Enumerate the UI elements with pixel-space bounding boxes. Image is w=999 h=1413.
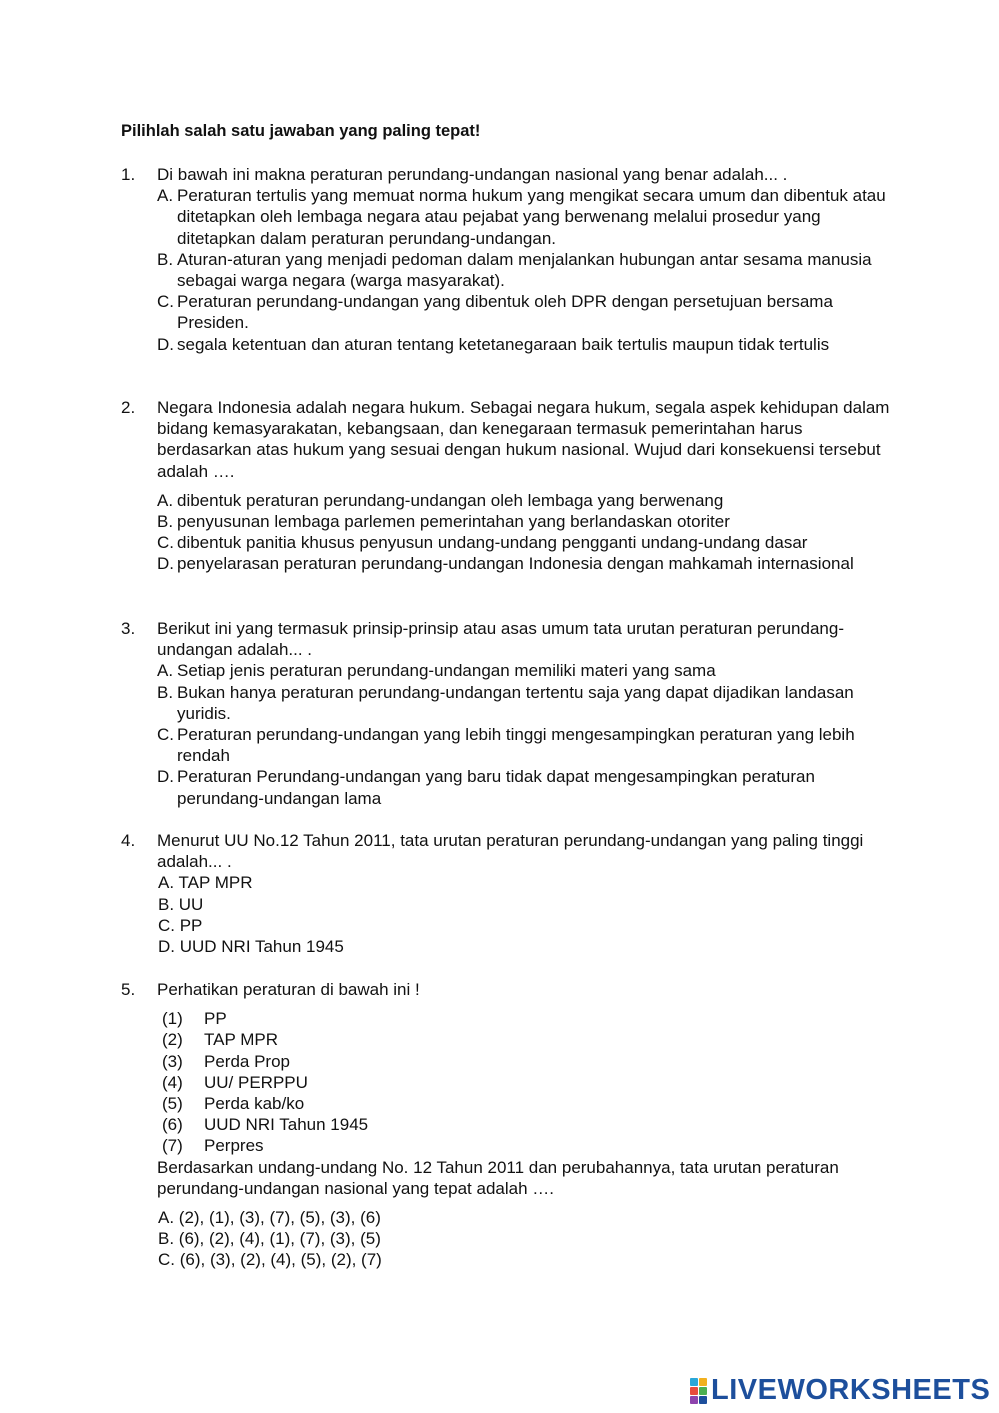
option-letter: D. — [157, 554, 174, 574]
option-text: Bukan hanya peraturan perundang-undangan tertentu saja yang dapat dijadikan landasan yuridis. — [177, 682, 854, 723]
option-d[interactable] — [121, 766, 891, 808]
option-d[interactable]: D. UUD NRI Tahun 1945 — [158, 937, 344, 957]
option-d[interactable] — [121, 553, 891, 574]
question-text: Berikut ini yang termasuk prinsip-prinsip atau asas umum tata urutan peraturan perundang-undangan adalah... . — [157, 619, 844, 660]
instruction-heading: Pilihlah salah satu jawaban yang paling tepat! — [121, 122, 481, 140]
list-item — [121, 1072, 891, 1093]
list-item-text: PP — [204, 1009, 227, 1029]
list-item-number: (5) — [162, 1094, 183, 1114]
option-text: Peraturan perundang-undangan yang dibentuk oleh DPR dengan persetujuan bersama Presiden. — [177, 292, 833, 333]
list-item-number: (3) — [162, 1051, 183, 1071]
option-letter: B. — [157, 249, 174, 269]
list-item-text: Perda kab/ko — [204, 1094, 305, 1114]
question-number: 3. — [121, 619, 136, 638]
question-1 — [121, 164, 891, 355]
list-item-number: (2) — [162, 1030, 183, 1050]
question-number: 4. — [121, 831, 136, 850]
option-letter: B. — [157, 682, 174, 702]
option-text: Setiap jenis peraturan perundang-undangan memiliki materi yang sama — [177, 661, 716, 681]
option-text: segala ketentuan dan aturan tentang ketetanegaraan baik tertulis maupun tidak tertulis — [177, 334, 830, 354]
option-letter: C. — [157, 533, 174, 553]
option-d[interactable] — [121, 334, 891, 355]
question-number: 1. — [121, 165, 136, 184]
option-b[interactable] — [121, 249, 891, 291]
option-letter: D. — [157, 334, 174, 354]
option-c[interactable]: C. (6), (3), (2), (4), (5), (2), (7) — [158, 1250, 382, 1270]
option-letter: A. — [157, 186, 174, 206]
list-item — [121, 1008, 891, 1029]
regulation-list — [121, 1008, 891, 1156]
question-5 — [121, 979, 891, 1271]
option-b[interactable]: B. UU — [158, 894, 204, 914]
option-a[interactable] — [121, 490, 891, 511]
list-item — [121, 1135, 891, 1156]
question-number: 2. — [121, 398, 136, 417]
option-letter: A. — [157, 661, 174, 681]
option-text: Aturan-aturan yang menjadi pedoman dalam menjalankan hubungan antar sesama manusia sebagai warga negara (warga masyarakat). — [177, 249, 872, 291]
option-a[interactable] — [121, 185, 891, 249]
option-letter: A. — [157, 490, 174, 510]
list-item-text: Perda Prop — [204, 1051, 290, 1071]
option-letter: C. — [157, 725, 174, 745]
option-b[interactable]: B. (6), (2), (4), (1), (7), (3), (5) — [158, 1229, 381, 1249]
option-c[interactable]: C. PP — [158, 915, 203, 935]
list-item-number: (7) — [162, 1136, 183, 1156]
question-number: 5. — [121, 980, 136, 999]
option-b[interactable] — [121, 682, 891, 724]
list-item-text: Perpres — [204, 1136, 264, 1156]
logo-text: LIVEWORKSHEETS — [711, 1374, 991, 1406]
list-item — [121, 1093, 891, 1114]
logo-blocks-icon — [690, 1378, 707, 1404]
question-4 — [121, 830, 891, 957]
option-text: dibentuk panitia khusus penyusun undang-undang pengganti undang-undang dasar — [177, 533, 808, 553]
option-a[interactable]: A. TAP MPR — [158, 873, 253, 893]
list-item-number: (6) — [162, 1115, 183, 1135]
list-item — [121, 1029, 891, 1050]
option-letter: D. — [157, 767, 174, 787]
option-c[interactable] — [121, 291, 891, 333]
option-text: Peraturan perundang-undangan yang lebih tinggi mengesampingkan peraturan yang lebih rendah — [177, 725, 855, 766]
option-c[interactable] — [121, 724, 891, 766]
question-text: Perhatikan peraturan di bawah ini ! — [157, 980, 420, 999]
option-letter: C. — [157, 292, 174, 312]
option-c[interactable] — [121, 532, 891, 553]
list-item-text: TAP MPR — [204, 1030, 278, 1050]
option-a[interactable] — [121, 660, 891, 681]
question-text: Negara Indonesia adalah negara hukum. Sebagai negara hukum, segala aspek kehidupan dalam bidang kemasyarakatan, kebangsaan, dan kenegaraan termasuk pemerintahan harus berdasarkan atas hukum yang sesuai dengan hukum nasional. Wujud dari konsekuensi tersebut adalah …. — [157, 398, 890, 481]
option-text: penyusunan lembaga parlemen pemerintahan yang berlandaskan otoriter — [177, 512, 730, 532]
option-text: Peraturan Perundang-undangan yang baru tidak dapat mengesampingkan peraturan perundang-undangan lama — [177, 767, 815, 808]
option-text: Peraturan tertulis yang memuat norma hukum yang mengikat secara umum dan dibentuk atau ditetapkan oleh lembaga negara atau pejabat yang berwenang melalui prosedur yang ditetapkan dalam peraturan perundang-undangan. — [177, 186, 886, 248]
option-text: penyelarasan peraturan perundang-undangan Indonesia dengan mahkamah internasional — [177, 554, 854, 574]
list-item-number: (4) — [162, 1072, 183, 1092]
question-text: Menurut UU No.12 Tahun 2011, tata urutan peraturan perundang-undangan yang paling tinggi adalah... . — [157, 831, 864, 872]
question-3 — [121, 618, 891, 809]
question-2 — [121, 397, 891, 575]
list-item-text: UU/ PERPPU — [204, 1072, 308, 1092]
list-item-text: UUD NRI Tahun 1945 — [204, 1115, 369, 1135]
liveworksheets-logo — [690, 1374, 990, 1407]
list-item — [121, 1051, 891, 1072]
option-b[interactable] — [121, 511, 891, 532]
list-item-number: (1) — [162, 1009, 183, 1029]
option-a[interactable]: A. (2), (1), (3), (7), (5), (3), (6) — [158, 1208, 381, 1228]
question-text: Di bawah ini makna peraturan perundang-undangan nasional yang benar adalah... . — [157, 165, 788, 184]
option-letter: B. — [157, 512, 174, 532]
list-item — [121, 1114, 891, 1135]
option-text: dibentuk peraturan perundang-undangan oleh lembaga yang berwenang — [177, 490, 724, 510]
question-text-continued: Berdasarkan undang-undang No. 12 Tahun 2011 dan perubahannya, tata urutan peraturan perundang-undangan nasional yang tepat adalah …. — [157, 1157, 839, 1198]
